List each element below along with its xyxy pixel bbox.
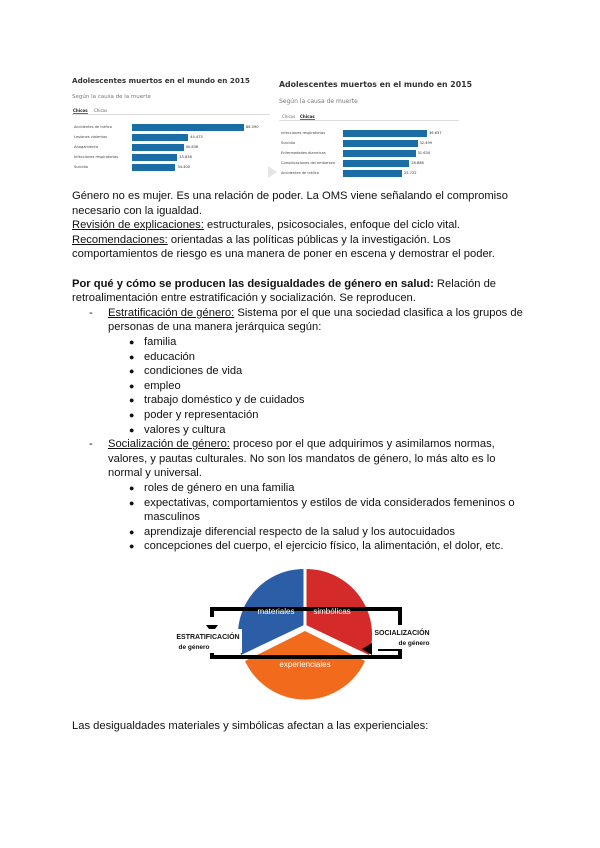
bar-label: Complicaciones del embarazo bbox=[281, 161, 335, 165]
bar-value: 28.886 bbox=[411, 161, 424, 165]
list-item: concepciones del cuerpo, el ejercicio físico, la alimentación, el dolor, etc. bbox=[144, 540, 504, 553]
bullet-marker: ● bbox=[129, 380, 135, 391]
social-line-3: normal y universal. bbox=[108, 467, 202, 480]
socializacion-label: SOCIALIZACIÓN bbox=[374, 630, 430, 637]
list-item: roles de género en una familia bbox=[144, 482, 295, 494]
list-item: poder y representación bbox=[144, 409, 259, 421]
question-heading: Por qué y cómo se producen las desigualdades de género en salud: bbox=[72, 277, 434, 290]
bullet-marker: ● bbox=[129, 366, 135, 377]
social-line-2: valores, y pautas culturales. No son los mandatos de género, lo más alto es lo bbox=[108, 452, 496, 465]
list-item: trabajo doméstico y de cuidados bbox=[144, 394, 305, 407]
bullet-marker: ● bbox=[129, 351, 135, 362]
bar bbox=[343, 150, 416, 157]
bar-label: Infecciones respiratorias bbox=[74, 155, 119, 159]
bullet-marker: ● bbox=[129, 541, 135, 552]
bar-value: 44.475 bbox=[190, 135, 203, 139]
list-item: familia bbox=[144, 336, 177, 348]
bar-label: Enfermedades diarreicas bbox=[281, 151, 326, 155]
revision-line bbox=[72, 218, 460, 233]
bullet-marker: ● bbox=[129, 395, 135, 406]
bar bbox=[132, 144, 184, 151]
estratificacion-label: ESTRATIFICACIÓN bbox=[176, 634, 240, 641]
recom-line-2: comportamientos de riesgo es una manera de poner en escena y demostrar el poder. bbox=[72, 248, 495, 261]
social-text: proceso por el que adquirimos y asimilamos normas, bbox=[229, 438, 495, 451]
bullet-marker: ● bbox=[129, 526, 135, 537]
social-line bbox=[108, 437, 495, 452]
list-item: masculinos bbox=[144, 511, 200, 524]
bar-label: Ahogamiento bbox=[74, 145, 99, 149]
paragraph-gender-2: necesario con la igualdad. bbox=[72, 204, 202, 217]
dash-marker: - bbox=[89, 438, 93, 451]
bar-label: Infecciones respiratorias bbox=[281, 131, 326, 135]
chart-title: Adolescentes muertos en el mundo en 2015 bbox=[279, 80, 473, 89]
revision-text: estructurales, psicosociales, enfoque del ciclo vital. bbox=[203, 219, 461, 232]
bar-value: 34.400 bbox=[177, 165, 191, 169]
bar-value: 36.637 bbox=[429, 131, 442, 135]
chart-girls bbox=[276, 80, 473, 184]
bar bbox=[132, 154, 177, 161]
strat-label: Estratificación de género: bbox=[108, 306, 235, 319]
strat-text: Sistema por el que una sociedad clasifica a los grupos de bbox=[234, 306, 523, 319]
estratificacion-sub: de género bbox=[178, 644, 210, 651]
social-label: Socialización de género: bbox=[108, 438, 230, 451]
bullet-marker: ● bbox=[129, 337, 135, 347]
list-item: educación bbox=[144, 350, 196, 363]
bar-value: 35.836 bbox=[179, 155, 192, 159]
closing-line: Las desigualdades materiales y simbólicas afectan a las experienciales: bbox=[72, 720, 429, 732]
question-line bbox=[72, 277, 496, 292]
bullet-marker: ● bbox=[129, 497, 135, 508]
chart-bars bbox=[72, 124, 270, 176]
bar-label: Accidentes de tráfico bbox=[74, 125, 112, 129]
bar-label: Suicidio bbox=[281, 141, 296, 145]
dash-marker: - bbox=[89, 306, 93, 319]
list-item: valores y cultura bbox=[144, 423, 226, 436]
bar-value: 32.499 bbox=[419, 141, 433, 145]
bar-value: 40.836 bbox=[185, 145, 199, 149]
simbolicas-label: simbólicas bbox=[313, 607, 351, 616]
paragraph-gender: Género no es mujer. Es una relación de poder. La OMS viene señalando el compromiso bbox=[72, 190, 508, 202]
experienciales-label: experienciales bbox=[279, 660, 331, 669]
bullet-marker: ● bbox=[129, 410, 135, 420]
bar-label: Accidentes de tráfico bbox=[281, 171, 319, 175]
chart-bars bbox=[279, 130, 464, 182]
gender-diagram bbox=[172, 563, 442, 703]
tab-chicas[interactable]: Chicas bbox=[300, 114, 315, 119]
chart-subtitle: Según la causa de la muerte bbox=[72, 94, 151, 100]
chart-boys bbox=[72, 76, 270, 180]
tab-chicos[interactable]: Chicos bbox=[282, 114, 296, 119]
list-item: condiciones de vida bbox=[144, 365, 243, 378]
bar-value: 25.722 bbox=[403, 171, 417, 175]
recom-text: orientadas a las políticas públicas y la investigación. Los bbox=[167, 233, 451, 246]
bar bbox=[132, 124, 244, 131]
list-item: empleo bbox=[144, 379, 181, 392]
revision-label: Revisión de explicaciones: bbox=[72, 219, 204, 232]
bar bbox=[343, 160, 409, 167]
list-item: aprendizaje diferencial respecto de la salud y los autocuidados bbox=[144, 525, 455, 538]
question-line-2: retroalimentación entre estratificación y socialización. Se reproducen. bbox=[72, 292, 416, 305]
chart-subtitle: Según la causa de muerte bbox=[279, 98, 358, 105]
bar bbox=[132, 134, 188, 141]
bar-value: 88.590 bbox=[246, 125, 259, 129]
materiales-label: materiales bbox=[257, 607, 295, 616]
question-text: Relación de bbox=[433, 277, 497, 290]
chart-title: Adolescentes muertos en el mundo en 2015 bbox=[72, 76, 250, 85]
strat-line-2: personas de una manera jerárquica según: bbox=[108, 321, 322, 334]
bullet-marker: ● bbox=[129, 483, 135, 493]
bar-label: Lesiones violentas bbox=[74, 135, 108, 139]
bar-label: Suicidio bbox=[74, 165, 89, 169]
play-icon bbox=[268, 166, 277, 178]
list-item: expectativas, comportamientos y estilos de vida considerados femeninos o bbox=[144, 496, 515, 509]
recom-line bbox=[72, 233, 451, 248]
tab-chicas[interactable]: Chicas bbox=[94, 108, 108, 113]
recom-label: Recomendaciones: bbox=[72, 233, 168, 246]
tab-chicos[interactable]: Chicos bbox=[73, 108, 88, 113]
bullet-marker: ● bbox=[129, 424, 135, 435]
bar bbox=[343, 170, 402, 177]
strat-line bbox=[108, 306, 523, 321]
bar-value: 31.634 bbox=[417, 151, 431, 155]
socializacion-sub: de género bbox=[398, 640, 430, 647]
bar bbox=[132, 164, 175, 171]
bar bbox=[343, 130, 427, 137]
bar bbox=[343, 140, 418, 147]
